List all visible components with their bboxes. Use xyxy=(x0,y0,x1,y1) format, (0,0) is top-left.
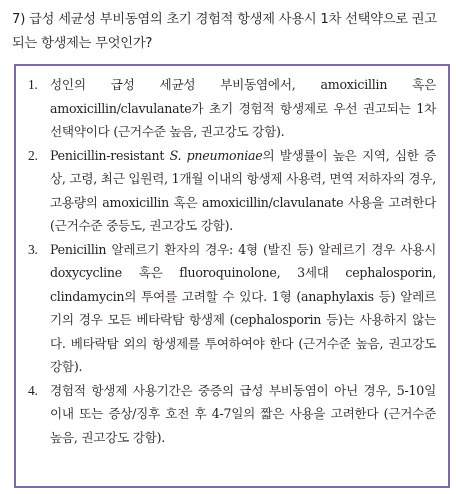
item-text-segment: 성인의 급성 세균성 부비동염에서, amoxicillin 혹은 amoxicillin/clavulanate가 초기 경험적 항생제로 우선 권고되는 1차 선택약이다 (근거수준 높음, 권고강도 강함). xyxy=(50,77,436,139)
item-text-segment: Penicillin-resistant xyxy=(50,147,170,163)
question-text: 7) 급성 세균성 부비동염의 초기 경험적 항생제 사용시 1차 선택약으로 권고되는 항생제는 무엇인가? xyxy=(12,12,437,51)
item-number: 2. xyxy=(28,147,38,163)
item-text-segment: 경험적 항생제 사용기간은 중증의 급성 부비동염이 아닌 경우, 5-10일 이내 또는 증상/징후 호전 후 4-7일의 짧은 사용을 고려한다 (근거수준 높음, 권고강도 강함). xyxy=(50,382,436,445)
item-number: 1. xyxy=(28,77,38,92)
item-text xyxy=(50,144,436,238)
item-text-segment: 의 발생률이 높은 지역, 심한 증상, 고령, 최근 입원력, 1개월 이내의 항생제 사용력, 면역 저하자의 경우, 고용량의 amoxicillin 혹은 amoxicillin/clavulanate 사용을 고려한다 (근거수준 중등도, 권고강도 강함). xyxy=(50,147,436,233)
item-number: 4. xyxy=(28,382,38,398)
item-text xyxy=(50,73,436,144)
organism-name: S. pneumoniae xyxy=(169,147,263,163)
recommendation-item-3 xyxy=(28,238,436,379)
recommendation-item-2 xyxy=(28,144,436,238)
item-text xyxy=(50,238,436,379)
recommendation-item-4 xyxy=(28,379,436,450)
recommendation-list xyxy=(28,73,436,449)
recommendation-item-1 xyxy=(28,73,436,144)
item-text xyxy=(50,379,436,450)
item-number: 3. xyxy=(28,241,38,257)
answer-box xyxy=(14,64,450,488)
item-text-segment: Penicillin 알레르기 환자의 경우: 4형 (발진 등) 알레르기 경우 사용시 doxycycline 혹은 fluoroquinolone, 3세대 cephalosporin, clindamycin의 투여를 고려할 수 있다. 1형 (anaphylaxis 등) 알레르기의 경우 모든 베타락탐 항생제 (cephalosporin 등)는 사용하지 않는다. 베타락탐 외의 항생제를 투여하여야 한다 (근거수준 높음, 권고강도 강함). xyxy=(50,241,436,374)
